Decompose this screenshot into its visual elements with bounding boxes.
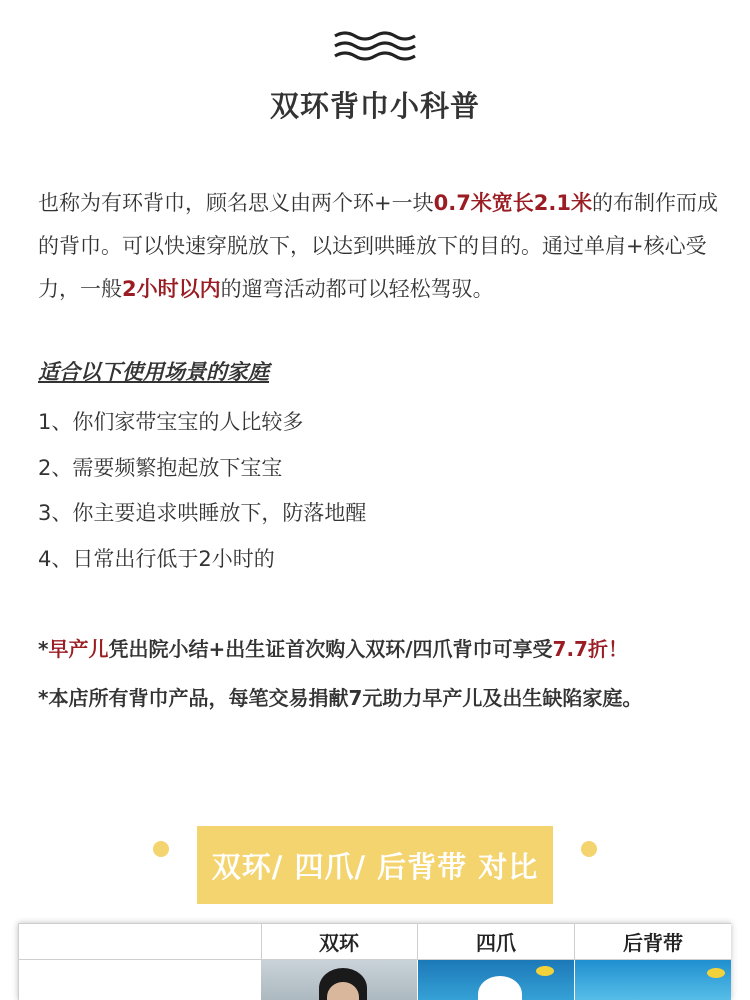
- premature-discount-note: [38, 631, 728, 667]
- list-item: 1、你们家带宝宝的人比较多: [38, 410, 304, 434]
- intro-text-2: 的布制作而成的背巾。可以快速穿脱放下，以达到哄睡放下的目的。通过单肩+核心受力，一般: [38, 191, 719, 301]
- table-header-four-claw: 四爪: [418, 924, 575, 959]
- donation-note: *本店所有背巾产品，每笔交易捐献7元助力早产儿及出生缺陷家庭。: [38, 686, 643, 710]
- comparison-banner-label: 双环/ 四爪/ 后背带 对比: [211, 849, 539, 884]
- note-highlight-discount: 7.7折: [552, 637, 608, 661]
- scenario-list: [38, 404, 366, 586]
- four-claw-photo: [418, 960, 574, 1000]
- section-title: 双环背巾小科普: [269, 89, 480, 123]
- table-header-back-carrier: 后背带: [623, 931, 683, 955]
- list-item: 4、日常出行低于2小时的: [38, 546, 275, 571]
- intro-paragraph: [38, 182, 718, 311]
- decorative-dot-right: [581, 841, 597, 857]
- scenario-heading: 适合以下使用场景的家庭: [38, 360, 269, 384]
- double-ring-photo: [261, 960, 417, 1000]
- intro-text-1: 也称为有环背巾，顾名思义由两个环+一块: [38, 191, 434, 215]
- intro-highlight-size: 0.7米宽长2.1米: [433, 191, 593, 215]
- note-star: *: [38, 637, 49, 661]
- table-header-double-ring: 双环: [261, 924, 418, 959]
- comparison-banner: [197, 826, 553, 904]
- decorative-dot-left: [153, 841, 169, 857]
- table-header-empty: [19, 924, 262, 959]
- note-text: 凭出院小结+出生证首次购入双环/四爪背巾可享受: [108, 637, 553, 661]
- table-header-row: [19, 924, 731, 960]
- back-carrier-photo: [575, 960, 731, 1000]
- list-item: 2、需要频繁抱起放下宝宝: [38, 455, 283, 480]
- wave-icon: [333, 28, 417, 64]
- table-row-label-cell: [19, 960, 262, 1000]
- comparison-table: [18, 923, 731, 1000]
- note-exclamation: ！: [607, 637, 628, 661]
- intro-highlight-duration: 2小时以内: [122, 277, 221, 301]
- list-item: 3、你主要追求哄睡放下，防落地醒: [38, 501, 367, 525]
- note-highlight-premature: 早产儿: [48, 637, 109, 661]
- intro-text-3: 的遛弯活动都可以轻松驾驭。: [220, 277, 494, 301]
